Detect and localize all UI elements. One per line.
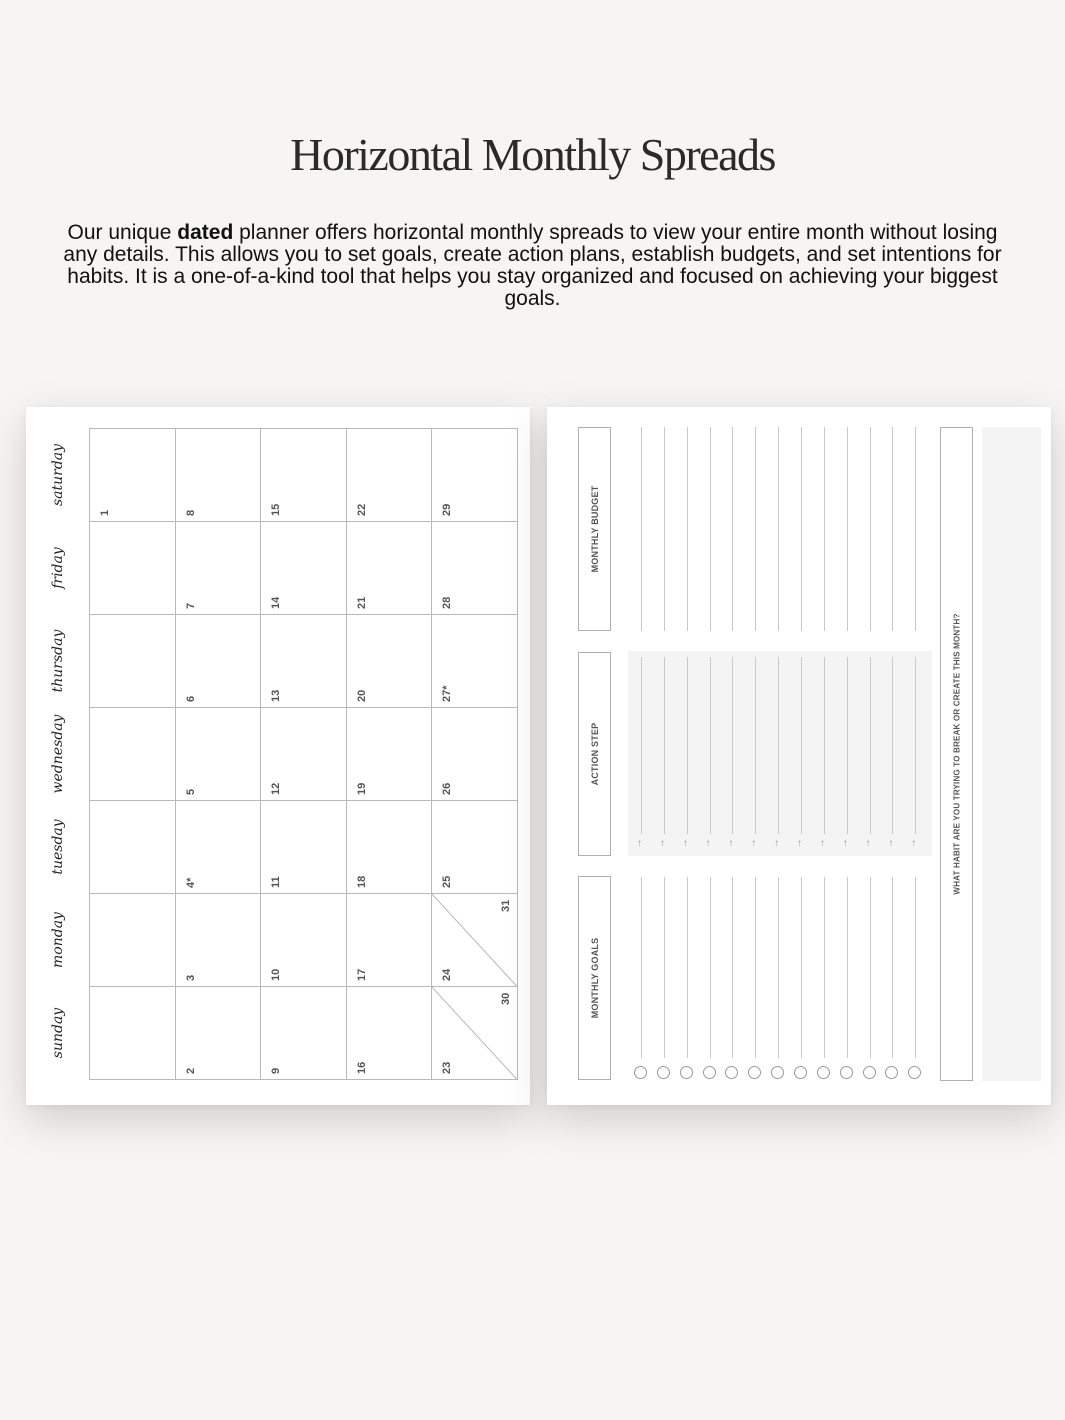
day-number-extra: 30 [500,992,512,1005]
calendar-day-cell [346,707,433,801]
section-label-box [578,427,611,631]
day-number: 20 [355,689,368,702]
day-number: 23 [441,1061,454,1074]
section-label-box [578,652,611,856]
budget-line [847,427,848,631]
calendar-day-cell [431,614,518,708]
arrow-up-icon: ↑ [865,838,871,849]
day-name-label: friday [50,546,66,589]
arrow-up-icon: ↑ [796,838,802,849]
intro-text-end: planner offers horizontal monthly spreads to view your entire month without losing any details. This allows you to set goals, create action plans, establish budgets, and set intentions for habits. It is a one-of-a-kind tool that helps you stay organized and focused on achieving your biggest goals. [63,221,1002,310]
calendar-day-cell [431,707,518,801]
arrow-up-icon: ↑ [819,838,825,849]
arrow-up-icon: ↑ [911,838,917,849]
calendar-day-cell [175,428,262,522]
goal-checkbox-circle [817,1066,830,1079]
arrow-up-icon: ↑ [637,838,642,849]
arrow-up-icon: ↑ [705,838,711,849]
day-number: 26 [441,782,454,795]
action-line [892,657,893,834]
goal-checkbox-circle [863,1066,876,1079]
calendar-day-cell [260,521,347,615]
goal-checkbox-circle [771,1066,784,1079]
day-number: 21 [355,596,368,609]
goal-line [687,877,688,1058]
goal-line [755,877,756,1058]
day-number: 4* [184,877,197,888]
arrow-up-icon: ↑ [888,838,894,849]
calendar-day-cell [431,521,518,615]
day-number: 6 [184,695,197,702]
budget-line [732,427,733,631]
day-number: 10 [270,968,283,981]
action-line [915,657,916,834]
day-name-label: tuesday [50,818,66,875]
calendar-day-cell [89,707,176,801]
day-number: 16 [355,1061,368,1074]
day-number: 11 [270,876,283,888]
budget-line [870,427,871,631]
day-number: 25 [441,875,454,888]
action-line [801,657,802,834]
arrow-up-icon: ↑ [728,838,734,849]
budget-line [824,427,825,631]
goal-checkbox-circle [657,1066,670,1079]
section-label: MONTHLY BUDGET [589,485,600,573]
goal-line [778,877,779,1058]
action-step-area [628,651,932,856]
day-number: 9 [270,1067,283,1074]
day-name-label: thursday [50,629,66,692]
goal-checkbox-circle [634,1066,647,1079]
day-number: 15 [270,503,283,516]
goal-checkbox-circle [885,1066,898,1079]
action-line [824,657,825,834]
calendar-day-cell [175,986,262,1080]
day-name-label: sunday [50,1007,66,1058]
day-number: 12 [270,782,283,795]
calendar-day-cell [89,428,176,522]
calendar-day-cell [431,428,518,522]
budget-line [801,427,802,631]
day-number: 22 [355,503,368,516]
calendar-day-cell [431,800,518,894]
planning-page [547,407,1051,1105]
arrow-up-icon: ↑ [682,838,688,849]
intro-text-start: Our unique [67,221,178,244]
calendar-day-cell [346,614,433,708]
day-number: 2 [184,1067,197,1074]
goal-line [847,877,848,1058]
calendar-day-cell [89,893,176,987]
budget-line [915,427,916,631]
goal-line [664,877,665,1058]
habit-prompt-label: WHAT HABIT ARE YOU TRYING TO BREAK OR CREATE THIS MONTH? [952,613,961,895]
calendar-grid [90,429,518,1080]
calendar-day-cell [89,521,176,615]
calendar-day-cell [346,800,433,894]
arrow-up-icon: ↑ [774,838,780,849]
budget-line [892,427,893,631]
goal-checkbox-circle [840,1066,853,1079]
day-number: 1 [99,509,111,516]
action-line [710,657,711,834]
day-number-extra: 31 [500,899,512,912]
calendar-day-cell [175,614,262,708]
arrow-up-icon: ↑ [842,838,848,849]
day-number: 29 [441,503,454,516]
budget-line [641,427,642,631]
goal-checkbox-circle [748,1066,761,1079]
section-label: MONTHLY GOALS [589,937,600,1019]
day-number: 24 [441,968,454,981]
day-number: 18 [355,875,368,888]
goal-line [870,877,871,1058]
goal-checkbox-circle [725,1066,738,1079]
habit-writing-area [982,427,1041,1081]
day-number: 19 [355,782,368,795]
budget-line [664,427,665,631]
action-line [755,657,756,834]
budget-line [687,427,688,631]
habit-prompt-box [940,427,973,1081]
calendar-day-cell [346,521,433,615]
day-number: 27* [441,685,454,702]
calendar-day-cell [260,428,347,522]
day-number: 8 [184,509,197,516]
goal-checkbox-circle [680,1066,693,1079]
calendar-day-cell [260,614,347,708]
intro-text-bold: dated [177,221,234,244]
goal-line [915,877,916,1058]
day-number: 17 [355,968,368,981]
calendar-day-cell [175,800,262,894]
goal-line [824,877,825,1058]
calendar-day-cell [89,614,176,708]
calendar-day-cell [346,986,433,1080]
day-name-label: wednesday [50,714,66,793]
goal-checkbox-circle [794,1066,807,1079]
arrow-up-icon: ↑ [751,838,757,849]
goal-line [641,877,642,1058]
day-number: 28 [441,596,454,609]
page-title: Horizontal Monthly Spreads [290,129,775,180]
calendar-day-cell [89,986,176,1080]
calendar-day-cell [260,800,347,894]
goal-line [892,877,893,1058]
goal-checkbox-circle [908,1066,921,1079]
day-number: 14 [270,596,283,609]
intro-paragraph [55,222,1010,310]
day-number: 3 [184,974,197,981]
calendar-day-cell [89,800,176,894]
calendar-day-cell [260,893,347,987]
calendar-day-cell [175,521,262,615]
action-line [664,657,665,834]
goal-line [710,877,711,1058]
budget-line [710,427,711,631]
day-name-label: monday [50,911,66,968]
day-number: 13 [270,689,283,702]
goal-checkbox-circle [703,1066,716,1079]
calendar-page [26,407,530,1105]
goal-line [801,877,802,1058]
day-number: 5 [184,788,197,795]
action-line [687,657,688,834]
budget-line [778,427,779,631]
arrow-up-icon: ↑ [659,838,665,849]
calendar-day-cell [175,707,262,801]
section-label: ACTION STEP [589,722,600,786]
calendar-day-cell [260,986,347,1080]
day-number: 7 [184,602,197,609]
calendar-day-cell [260,707,347,801]
budget-line [755,427,756,631]
action-line [641,657,642,834]
calendar-day-cell [175,893,262,987]
action-line [732,657,733,834]
calendar-day-cell [346,428,433,522]
day-name-label: saturday [50,443,66,506]
action-line [778,657,779,834]
goal-line [732,877,733,1058]
action-line [847,657,848,834]
section-label-box [578,876,611,1080]
calendar-day-cell [346,893,433,987]
action-line [870,657,871,834]
